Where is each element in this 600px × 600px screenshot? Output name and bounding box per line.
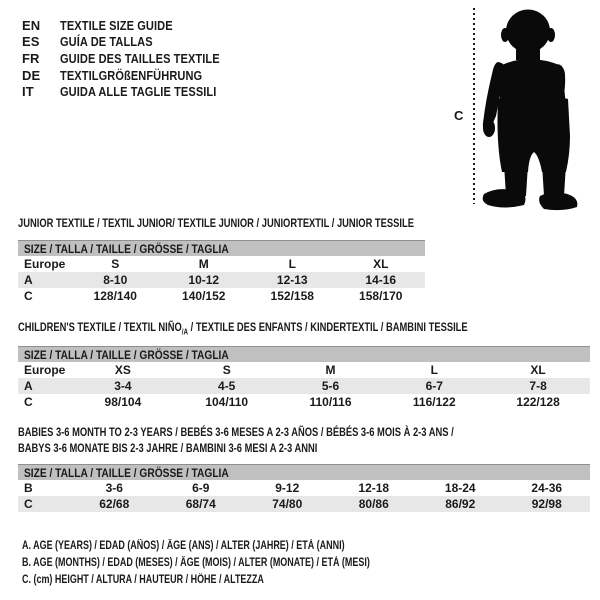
table-row (18, 378, 590, 394)
size-header-bar: SIZE / TALLA / TAILLE / GRÖSSE / TAGLIA (18, 346, 590, 362)
table-cell: 62/68 (99, 497, 130, 511)
junior-table-title: JUNIOR TEXTILE / TEXTIL JUNIOR/ TEXTILE JUNIOR / JUNIORTEXTIL / JUNIOR TESSILE (18, 216, 414, 230)
measurement-legend (22, 537, 468, 588)
table-cell: 92/98 (531, 497, 562, 511)
table-cell: 6-9 (192, 481, 210, 495)
table-row (18, 272, 425, 288)
height-measure-label: C (454, 108, 464, 123)
table-cell: 122/128 (516, 395, 560, 409)
row-label: C (24, 497, 33, 511)
table-cell: 9-12 (275, 481, 300, 495)
children-table (18, 346, 590, 410)
table-row (18, 394, 590, 410)
table-row (18, 288, 425, 304)
table-cell: XS (114, 363, 131, 377)
language-row-de (22, 67, 248, 84)
language-code: FR (22, 50, 40, 66)
table-cell: 5-6 (321, 379, 340, 393)
table-row (18, 362, 590, 378)
table-cell: 110/116 (309, 395, 352, 409)
table-cell: 10-12 (188, 273, 220, 287)
table-cell: 24-36 (531, 481, 563, 495)
row-label: B (24, 481, 33, 495)
row-label: C (24, 289, 33, 303)
table-cell: 116/122 (412, 395, 456, 409)
language-code: EN (22, 17, 41, 33)
table-cell: 18-24 (444, 481, 476, 495)
legend-line-a: A. AGE (YEARS) / EDAD (AÑOS) / ÂGE (ANS) / ALTER (JAHRE) / ETÀ (ANNI) (22, 539, 345, 552)
table-cell: 98/104 (104, 395, 142, 409)
babies-table-title: BABIES 3-6 MONTH TO 2-3 YEARS / BEBÉS 3-6 MESES A 2-3 AÑOS / BÉBÉS 3-6 MOIS À 2-3 ANS / BABYS 3-6 MONATE BIS 2-3 JAHRE / BAMBINI 3-6 MESI A 2-3 ANNI (18, 425, 454, 455)
size-header-bar: SIZE / TALLA / TAILLE / GRÖSSE / TAGLIA (18, 464, 590, 480)
language-row-fr (22, 50, 248, 67)
table-cell: M (325, 363, 336, 377)
row-label: A (24, 379, 33, 393)
height-dotted-line (473, 8, 475, 204)
table-cell: XL (373, 257, 389, 271)
language-label: GUÍA DE TALLAS (60, 34, 153, 50)
legend-line-c: C. (cm) HEIGHT / ALTURA / HAUTEUR / HÖHE / ALTEZZA (22, 573, 264, 586)
language-row-en (22, 17, 248, 34)
table-cell: L (430, 363, 438, 377)
children-table-title: CHILDREN'S TEXTILE / TEXTIL $NIÑO_{/A}$ / TEXTILE DES ENFANTS / KINDERTEXTIL / BAMBINI TESSILE (18, 320, 468, 337)
table-cell: S (222, 363, 231, 377)
row-label: A (24, 273, 33, 287)
table-cell: 140/152 (182, 289, 226, 303)
table-cell: 6-7 (425, 379, 443, 393)
language-label: TEXTILGRÖßENFÜHRUNG (60, 67, 203, 83)
language-label: GUIDA ALLE TAGLIE TESSILI (60, 84, 217, 100)
babies-table (18, 464, 590, 512)
language-list (22, 17, 248, 100)
table-cell: 128/140 (93, 289, 137, 303)
table-cell: 152/158 (270, 289, 314, 303)
table-cell: 80/86 (358, 497, 389, 511)
table-cell: 4-5 (218, 379, 236, 393)
table-row (18, 256, 425, 272)
table-cell: 12-13 (276, 273, 308, 287)
language-label: GUIDE DES TAILLES TEXTILE (60, 50, 220, 66)
junior-table (18, 240, 425, 304)
language-code: DE (22, 67, 41, 83)
table-cell: 104/110 (205, 395, 249, 409)
table-cell: 74/80 (272, 497, 303, 511)
table-cell: 14-16 (365, 273, 397, 287)
row-label: Europe (24, 363, 66, 377)
language-code: ES (22, 34, 40, 50)
language-label: TEXTILE SIZE GUIDE (60, 17, 173, 33)
table-cell: M (198, 257, 209, 271)
table-row (18, 480, 590, 496)
language-code: IT (22, 84, 34, 100)
table-cell: XL (530, 363, 546, 377)
table-cell: 3-6 (105, 481, 123, 495)
size-header-bar: SIZE / TALLA / TAILLE / GRÖSSE / TAGLIA (18, 240, 425, 256)
table-row (18, 496, 590, 512)
table-cell: 8-10 (103, 273, 128, 287)
table-cell: 86/92 (445, 497, 476, 511)
table-cell: L (288, 257, 296, 271)
table-cell: 7-8 (529, 379, 547, 393)
table-cell: S (111, 257, 120, 271)
toddler-silhouette-image (478, 4, 598, 216)
table-cell: 68/74 (185, 497, 216, 511)
table-cell: 3-4 (114, 379, 132, 393)
table-cell: 12-18 (358, 481, 390, 495)
row-label: Europe (24, 257, 66, 271)
language-row-es (22, 34, 248, 51)
row-label: C (24, 395, 33, 409)
table-cell: 158/170 (359, 289, 403, 303)
language-row-it (22, 83, 248, 100)
legend-line-b: B. AGE (MONTHS) / EDAD (MESES) / ÂGE (MOIS) / ALTER (MONATE) / ETÀ (MESI) (22, 556, 370, 569)
